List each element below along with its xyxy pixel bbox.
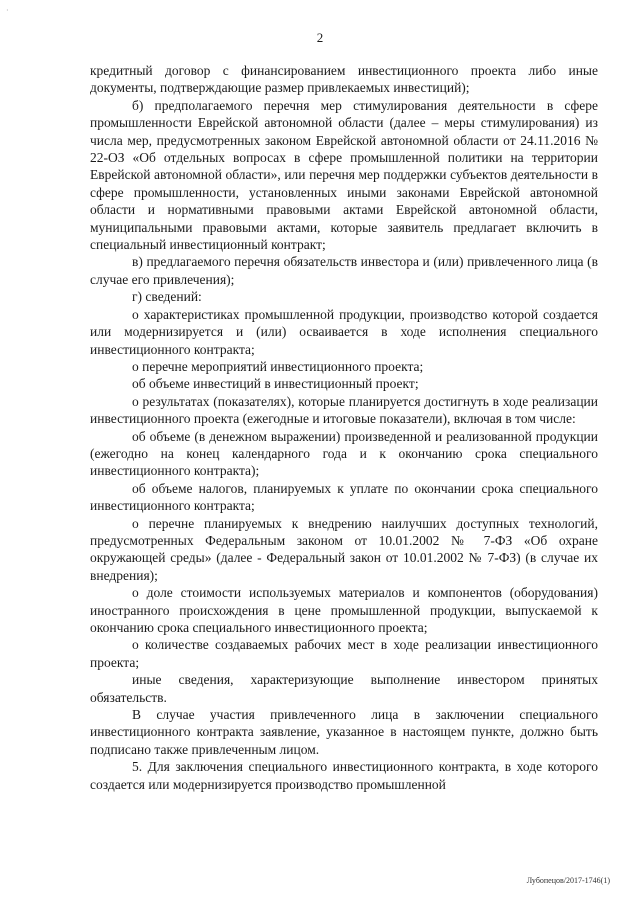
paragraph-g: г) сведений: xyxy=(132,289,202,305)
paragraph-foreign-share: о доле стоимости используемых материалов и компонентов (оборудования) иностранного происхождения в цене промышленной продукции, выпускаемой к окончанию срока специального инвестиционного проекта; xyxy=(90,585,598,635)
document-body xyxy=(90,62,598,793)
paragraph-activities: о перечне мероприятий инвестиционного проекта; xyxy=(132,358,424,374)
paragraph-attracted-person: В случае участия привлеченного лица в заключении специального инвестиционного контракта заявление, указанное в настоящем пункте, должно быть подписано также привлеченным лицом. xyxy=(90,707,598,757)
paragraph-characteristics: о характеристиках промышленной продукции, производство которой создается или модернизируется и (или) осваивается в ходе исполнения специального инвестиционного контракта; xyxy=(90,306,598,357)
corner-mark: · xyxy=(6,6,9,15)
paragraph-investment-volume: об объеме инвестиций в инвестиционный проект; xyxy=(132,376,419,392)
page-number: 2 xyxy=(316,30,324,45)
paragraph-jobs: о количестве создаваемых рабочих мест в ходе реализации инвестиционного проекта; xyxy=(90,637,598,670)
paragraph-5: 5. Для заключения специального инвестиционного контракта, в ходе которого создается или модернизируется производство промышленной xyxy=(90,759,598,792)
paragraph-b: б) предполагаемого перечня мер стимулирования деятельности в сфере промышленности Еврейской автономной области (далее – меры стимулирования) из числа мер, предусмотренных законом Еврейской автономной области от 24.11.2016 № 22-ОЗ «Об отдельных вопросах в сфере промышленной политики на территории Еврейской автономной области», или перечня мер поддержки субъектов деятельности в сфере промышленности, установленных иными законами Еврейской автономной области и нормативными правовыми актами Еврейской автономной области, муниципальными правовыми актами, которые заявитель предлагает включить в специальный инвестиционный контракт; xyxy=(90,97,598,253)
paragraph-results: о результатах (показателях), которые планируется достигнуть в ходе реализации инвестиционного проекта (ежегодные и итоговые показатели), включая в том числе: xyxy=(90,393,598,427)
paragraph-other-info: иные сведения, характеризующие выполнение инвестором принятых обязательств. xyxy=(90,672,598,705)
paragraph-production-volume: об объеме (в денежном выражении) произведенной и реализованной продукции (ежегодно на конец календарного года и к окончанию срока специального инвестиционного контракта); xyxy=(90,428,598,479)
footer-document-code: Лубопецов/2017-1746(1) xyxy=(526,876,610,885)
paragraph-taxes: об объеме налогов, планируемых к уплате по окончании срока специального инвестиционного контракта; xyxy=(90,480,598,514)
paragraph-v: в) предлагаемого перечня обязательств инвестора и (или) привлеченного лица (в случае его привлечения); xyxy=(90,254,598,287)
paragraph-technologies: о перечне планируемых к внедрению наилучших доступных технологий, предусмотренных Федеральным законом от 10.01.2002 № 7-ФЗ «Об охране окружающей среды» (далее - Федеральный закон от 10.01.2002 № 7-ФЗ) (в случае их внедрения); xyxy=(90,515,598,583)
paragraph-continuation: кредитный договор с финансированием инвестиционного проекта либо иные документы, подтверждающие размер привлекаемых инвестиций); xyxy=(90,63,598,96)
